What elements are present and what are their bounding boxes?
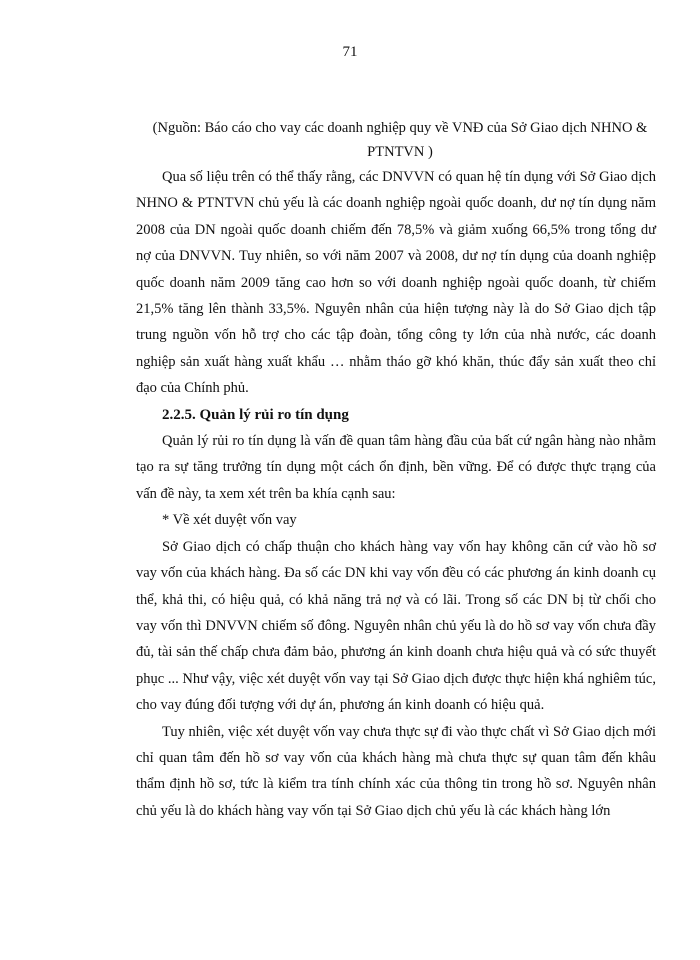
paragraph: Quản lý rủi ro tín dụng là vấn đề quan tâm hàng đầu của bất cứ ngân hàng nào nhằm tạo ra sự tăng trưởng tín dụng một cách ổn định, bền vững. Để có được thực trạng của vấn đề này, ta xem xét trên ba khía cạnh sau: [136, 433, 656, 502]
section-heading: 2.2.5. Quản lý rủi ro tín dụng [162, 406, 349, 423]
page-number: 71 [342, 44, 358, 60]
bullet-item: * Về xét duyệt vốn vay [162, 512, 297, 529]
paragraph: Sở Giao dịch có chấp thuận cho khách hàng vay vốn hay không căn cứ vào hồ sơ vay vốn của khách hàng. Đa số các DN khi vay vốn đều có các phương án kinh doanh cụ thể, khả thi, có hiệu quả, có khả năng trả nợ và có lãi. Trong số các DN bị từ chối cho vay vốn thì DNVVN chiếm số đông. Nguyên nhân chủ yếu là do hồ sơ vay vốn chưa đầy đủ, tài sản thế chấp chưa đảm bảo, phương án kinh doanh chưa hiệu quả và có sức thuyết phục ... Như vậy, việc xét duyệt vốn vay tại Sở Giao dịch được thực hiện khá nghiêm túc, cho vay đúng đối tượng với dự án, phương án kinh doanh có hiệu quả. [136, 538, 656, 714]
paragraph: Tuy nhiên, việc xét duyệt vốn vay chưa thực sự đi vào thực chất vì Sở Giao dịch mới chỉ quan tâm đến hồ sơ vay vốn của khách hàng mà chưa thực sự quan tâm đến khâu thẩm định hồ sơ, tức là kiểm tra tính chính xác của thông tin trong hồ sơ. Nguyên nhân chủ yếu là do khách hàng vay vốn tại Sở Giao dịch chủ yếu là các khách hàng lớn [136, 723, 656, 819]
body-text [136, 164, 656, 824]
paragraph: Qua số liệu trên có thể thấy rằng, các DNVVN có quan hệ tín dụng với Sở Giao dịch NHNO & PTNTVN chủ yếu là các doanh nghiệp ngoài quốc doanh, dư nợ tín dụng năm 2008 của DN ngoài quốc doanh chiếm đến 78,5% và giảm xuống 66,5% trong tổng dư nợ của DNVVN. Tuy nhiên, so với năm 2007 và 2008, dư nợ tín dụng của doanh nghiệp quốc doanh năm 2009 tăng cao hơn so với doanh nghiệp ngoài quốc doanh, từ chiếm 21,5% tăng lên thành 33,5%. Nguyên nhân của hiện tượng này là do Sở Giao dịch tập trung nguồn vốn hỗ trợ cho các tập đoàn, tổng công ty lớn của nhà nước, các doanh nghiệp sản xuất hàng xuất khẩu … nhằm tháo gỡ khó khăn, thúc đẩy sản xuất theo chỉ đạo của Chính phủ. [136, 169, 656, 397]
source-note: (Nguồn: Báo cáo cho vay các doanh nghiệp quy về VNĐ của Sở Giao dịch NHNO & PTNTVN ) [152, 120, 648, 160]
